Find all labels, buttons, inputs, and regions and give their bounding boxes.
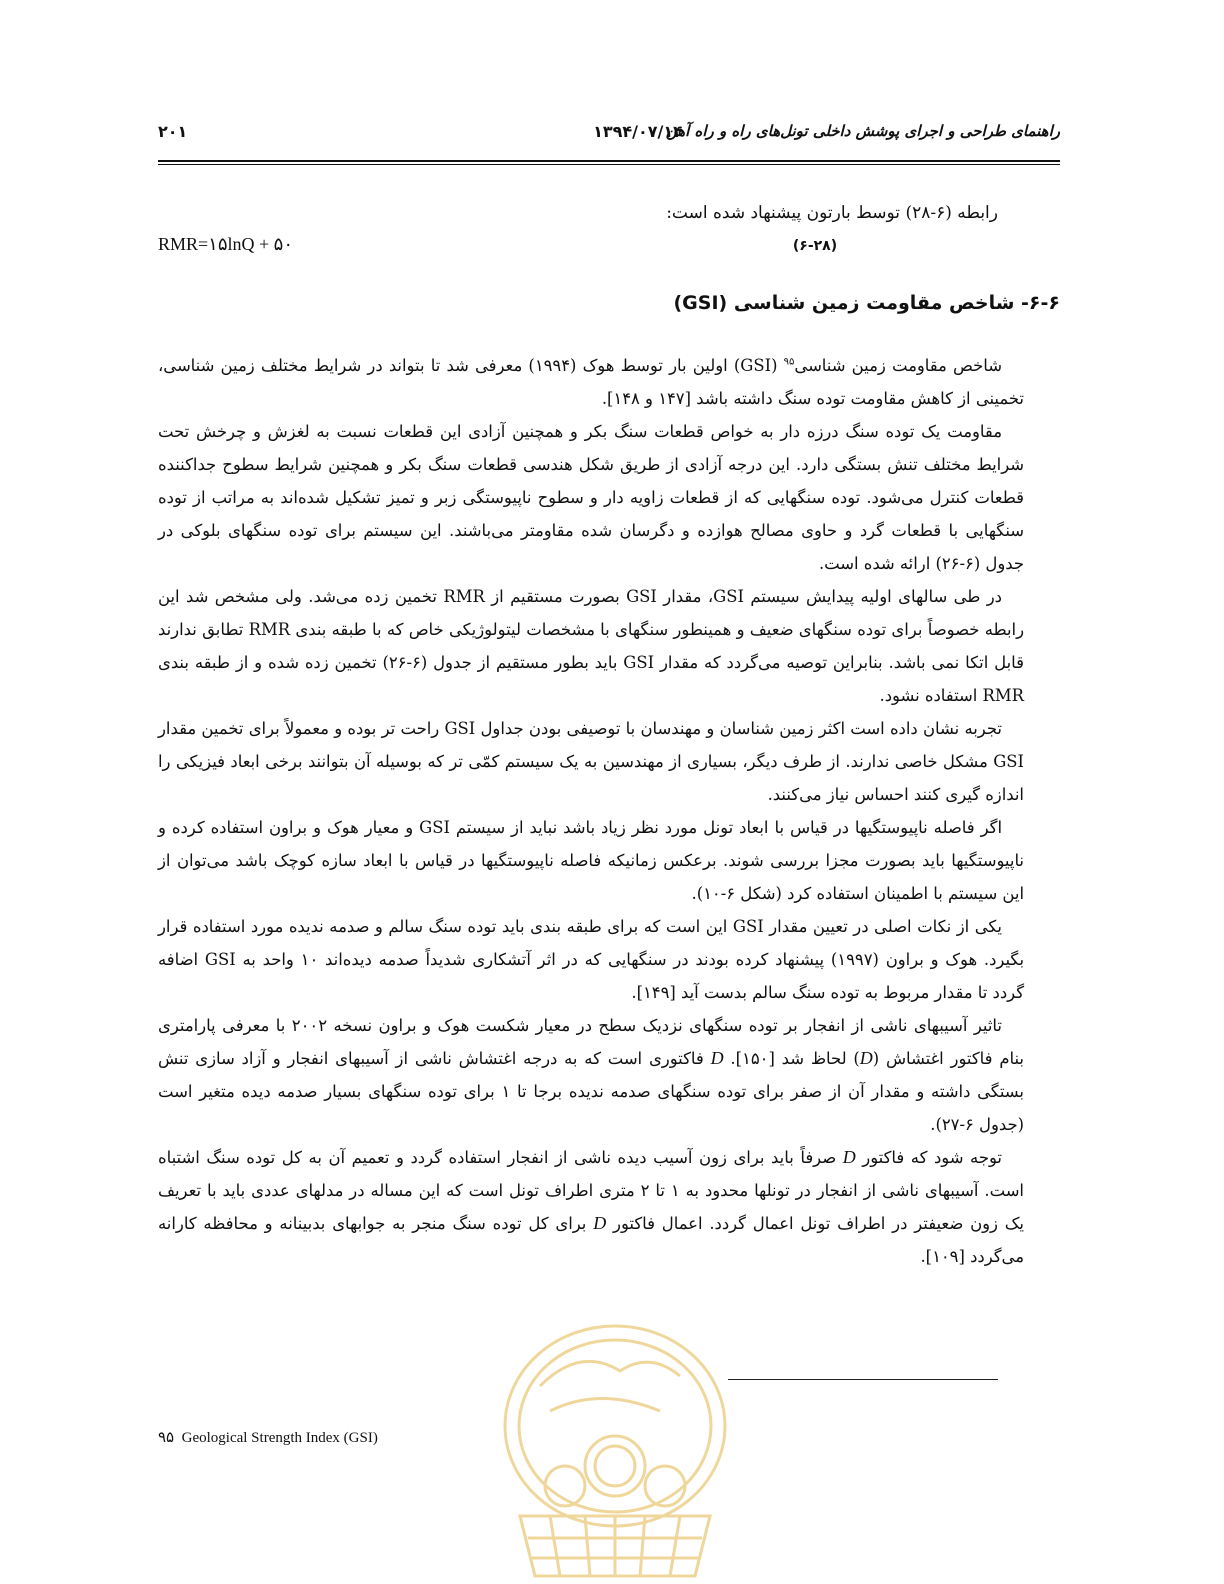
paragraph-4: تجربه نشان داده است اکثر زمین شناسان و مهندسان با توصیفی بودن جداول GSI راحت تر بوده و معمولاً برای تخمین مقدار GSI مشکل خاصی ندارند. از طرف دیگر، بسیاری از مهندسین به یک سیستم کمّی تر که بوسیله آن بتوانند برخی ابعاد فیزیکی را اندازه گیری کنند احساس نیاز می‌کنند. — [158, 719, 1024, 804]
publisher-seal-icon — [490, 1316, 740, 1584]
paragraph-7 — [158, 1009, 1024, 1141]
paragraph-3: در طی سالهای اولیه پیدایش سیستم GSI، مقدار GSI بصورت مستقیم از RMR تخمین زده می‌شد. ولی مشخص شد این رابطه خصوصاً برای توده سنگهای ضعیف و همینطور سنگهای با مشخصات لیتولوژیکی خاص که با طبقه بندی RMR تطابق ندارند قابل اتکا نمی باشد. بنابراین توصیه می‌گردد که مقدار GSI باید بطور مستقیم از جدول (۶-۲۶) تخمین زده شده و از طبقه بندی RMR استفاده نشود. — [158, 587, 1024, 705]
paragraph-8-text-c: برای کل توده سنگ منجر به جوابهای بدبینانه و محافظه کارانه می‌گردد [۱۰۹]. — [158, 1214, 1024, 1266]
paragraph-1-text-b: (GSI) اولین بار توسط هوک (۱۹۹۴) معرفی شد تا بتواند در شرایط مختلف زمین شناسی، تخمینی از کاهش مقاومت توده سنگ داشته باشد [۱۴۷ و ۱۴۸]. — [158, 356, 1024, 408]
section-heading: ۶-۶- شاخص مقاومت زمین شناسی (GSI) — [673, 292, 1060, 314]
equation-intro: رابطه (۶-۲۸) توسط بارتون پیشنهاد شده است: — [666, 203, 998, 223]
paragraph-7-text-b: ) لحاظ شد [۱۵۰]. — [723, 1049, 860, 1068]
paragraph-7-text-a: تاثیر آسیبهای ناشی از انفجار بر توده سنگهای نزدیک سطح در معیار شکست هوک و براون نسخه ۲۰۰۲ با معرفی پارامتری بنام فاکتور اغتشاش ( — [158, 1016, 1024, 1068]
page-number: ۲۰۱ — [158, 122, 188, 141]
footnote — [158, 1428, 378, 1447]
footnote-number: ۹۵ — [158, 1430, 175, 1446]
variable-d: D — [710, 1048, 724, 1068]
running-header — [158, 122, 1060, 150]
variable-d: D — [593, 1213, 607, 1233]
footnote-separator — [728, 1379, 998, 1380]
paragraph-6: یکی از نکات اصلی در تعیین مقدار GSI این است که برای طبقه بندی باید توده سنگ سالم و صدمه ندیده مورد استفاده قرار بگیرد. هوک و براون (۱۹۹۷) پیشنهاد کرده بودند در سنگهایی که در اثر آتشکاری شدیداً صدمه دیده‌اند ۱۰ واحد به GSI اضافه گردد تا مقدار مربوط به توده سنگ سالم بدست آید [۱۴۹]. — [158, 917, 1024, 1002]
paragraph-8 — [158, 1141, 1024, 1273]
header-rule-thin — [158, 164, 1060, 165]
body-text — [158, 349, 1024, 1273]
equation-formula: RMR=۱۵lnQ + ۵۰ — [158, 234, 293, 254]
footnote-ref: ۹۵ — [783, 356, 795, 368]
paragraph-5: اگر فاصله ناپیوستگیها در قیاس با ابعاد تونل مورد نظر زیاد باشد نباید از سیستم GSI و معیار هوک و براون استفاده کرده و ناپیوستگیها باید بصورت مجزا بررسی شوند. برعکس زمانیکه فاصله ناپیوستگیها در قیاس با ابعاد سازه کوچک باشد می‌توان از این سیستم با اطمینان استفاده کرد (شکل ۶-۱۰). — [158, 818, 1024, 903]
variable-d: D — [842, 1147, 856, 1167]
paragraph-8-text-b: صرفاً باید برای زون آسیب دیده ناشی از انفجار استفاده گردد و تعمیم آن به کل توده سنگ اشتباه است. آسیبهای ناشی از انفجار در تونلها محدود به ۱ تا ۲ متری اطراف تونل است که این مساله در مدلهای عددی باید با تعریف یک زون ضعیفتر در اطراف تونل اعمال گردد. اعمال فاکتور — [158, 1148, 1024, 1233]
header-title: راهنمای طراحی و اجرای پوشش داخلی تونل‌های راه و راه آهن — [665, 122, 1060, 140]
variable-d: D — [859, 1048, 873, 1068]
header-rule-thick — [158, 160, 1060, 162]
paragraph-2: مقاومت یک توده سنگ درزه دار به خواص قطعات سنگ بکر و همچنین آزادی این قطعات نسبت به لغزش و چرخش تحت شرایط مختلف تنش بستگی دارد. این درجه آزادی از طریق شکل هندسی قطعات سنگ بکر و همچنین شرایط سطوح جداکننده قطعات کنترل می‌شود. توده سنگهایی که از قطعات زاویه دار و سطوح ناپیوستگی زبر و تمیز تشکیل شده‌اند به مراتب از توده سنگهایی با قطعات گرد و حاوی مصالح هوازده و دگرسان شده مقاومتر می‌باشند. این سیستم برای توده سنگهای بلوکی در جدول (۶-۲۶) ارائه شده است. — [158, 422, 1024, 573]
paragraph-1 — [158, 349, 1024, 415]
paragraph-8-text-a: توجه شود که فاکتور — [855, 1148, 1002, 1167]
paragraph-1-text-a: شاخص مقاومت زمین شناسی — [794, 356, 1002, 375]
equation-number: (۶-۲۸) — [792, 238, 838, 254]
paragraph-7-text-c: فاکتوری است که به درجه اغتشاش ناشی از آسیبهای انفجار و آزاد سازی تنش بستگی داشته و مقدار آن از صفر برای توده سنگهای صدمه ندیده برجا تا ۱ برای توده سنگهای بسیار صدمه دیده متغیر است (جدول ۶-۲۷). — [158, 1049, 1024, 1134]
header-date: ۱۳۹۴/۰۷/۱۴ — [593, 122, 683, 141]
footnote-text: Geological Strength Index (GSI) — [181, 1430, 378, 1446]
